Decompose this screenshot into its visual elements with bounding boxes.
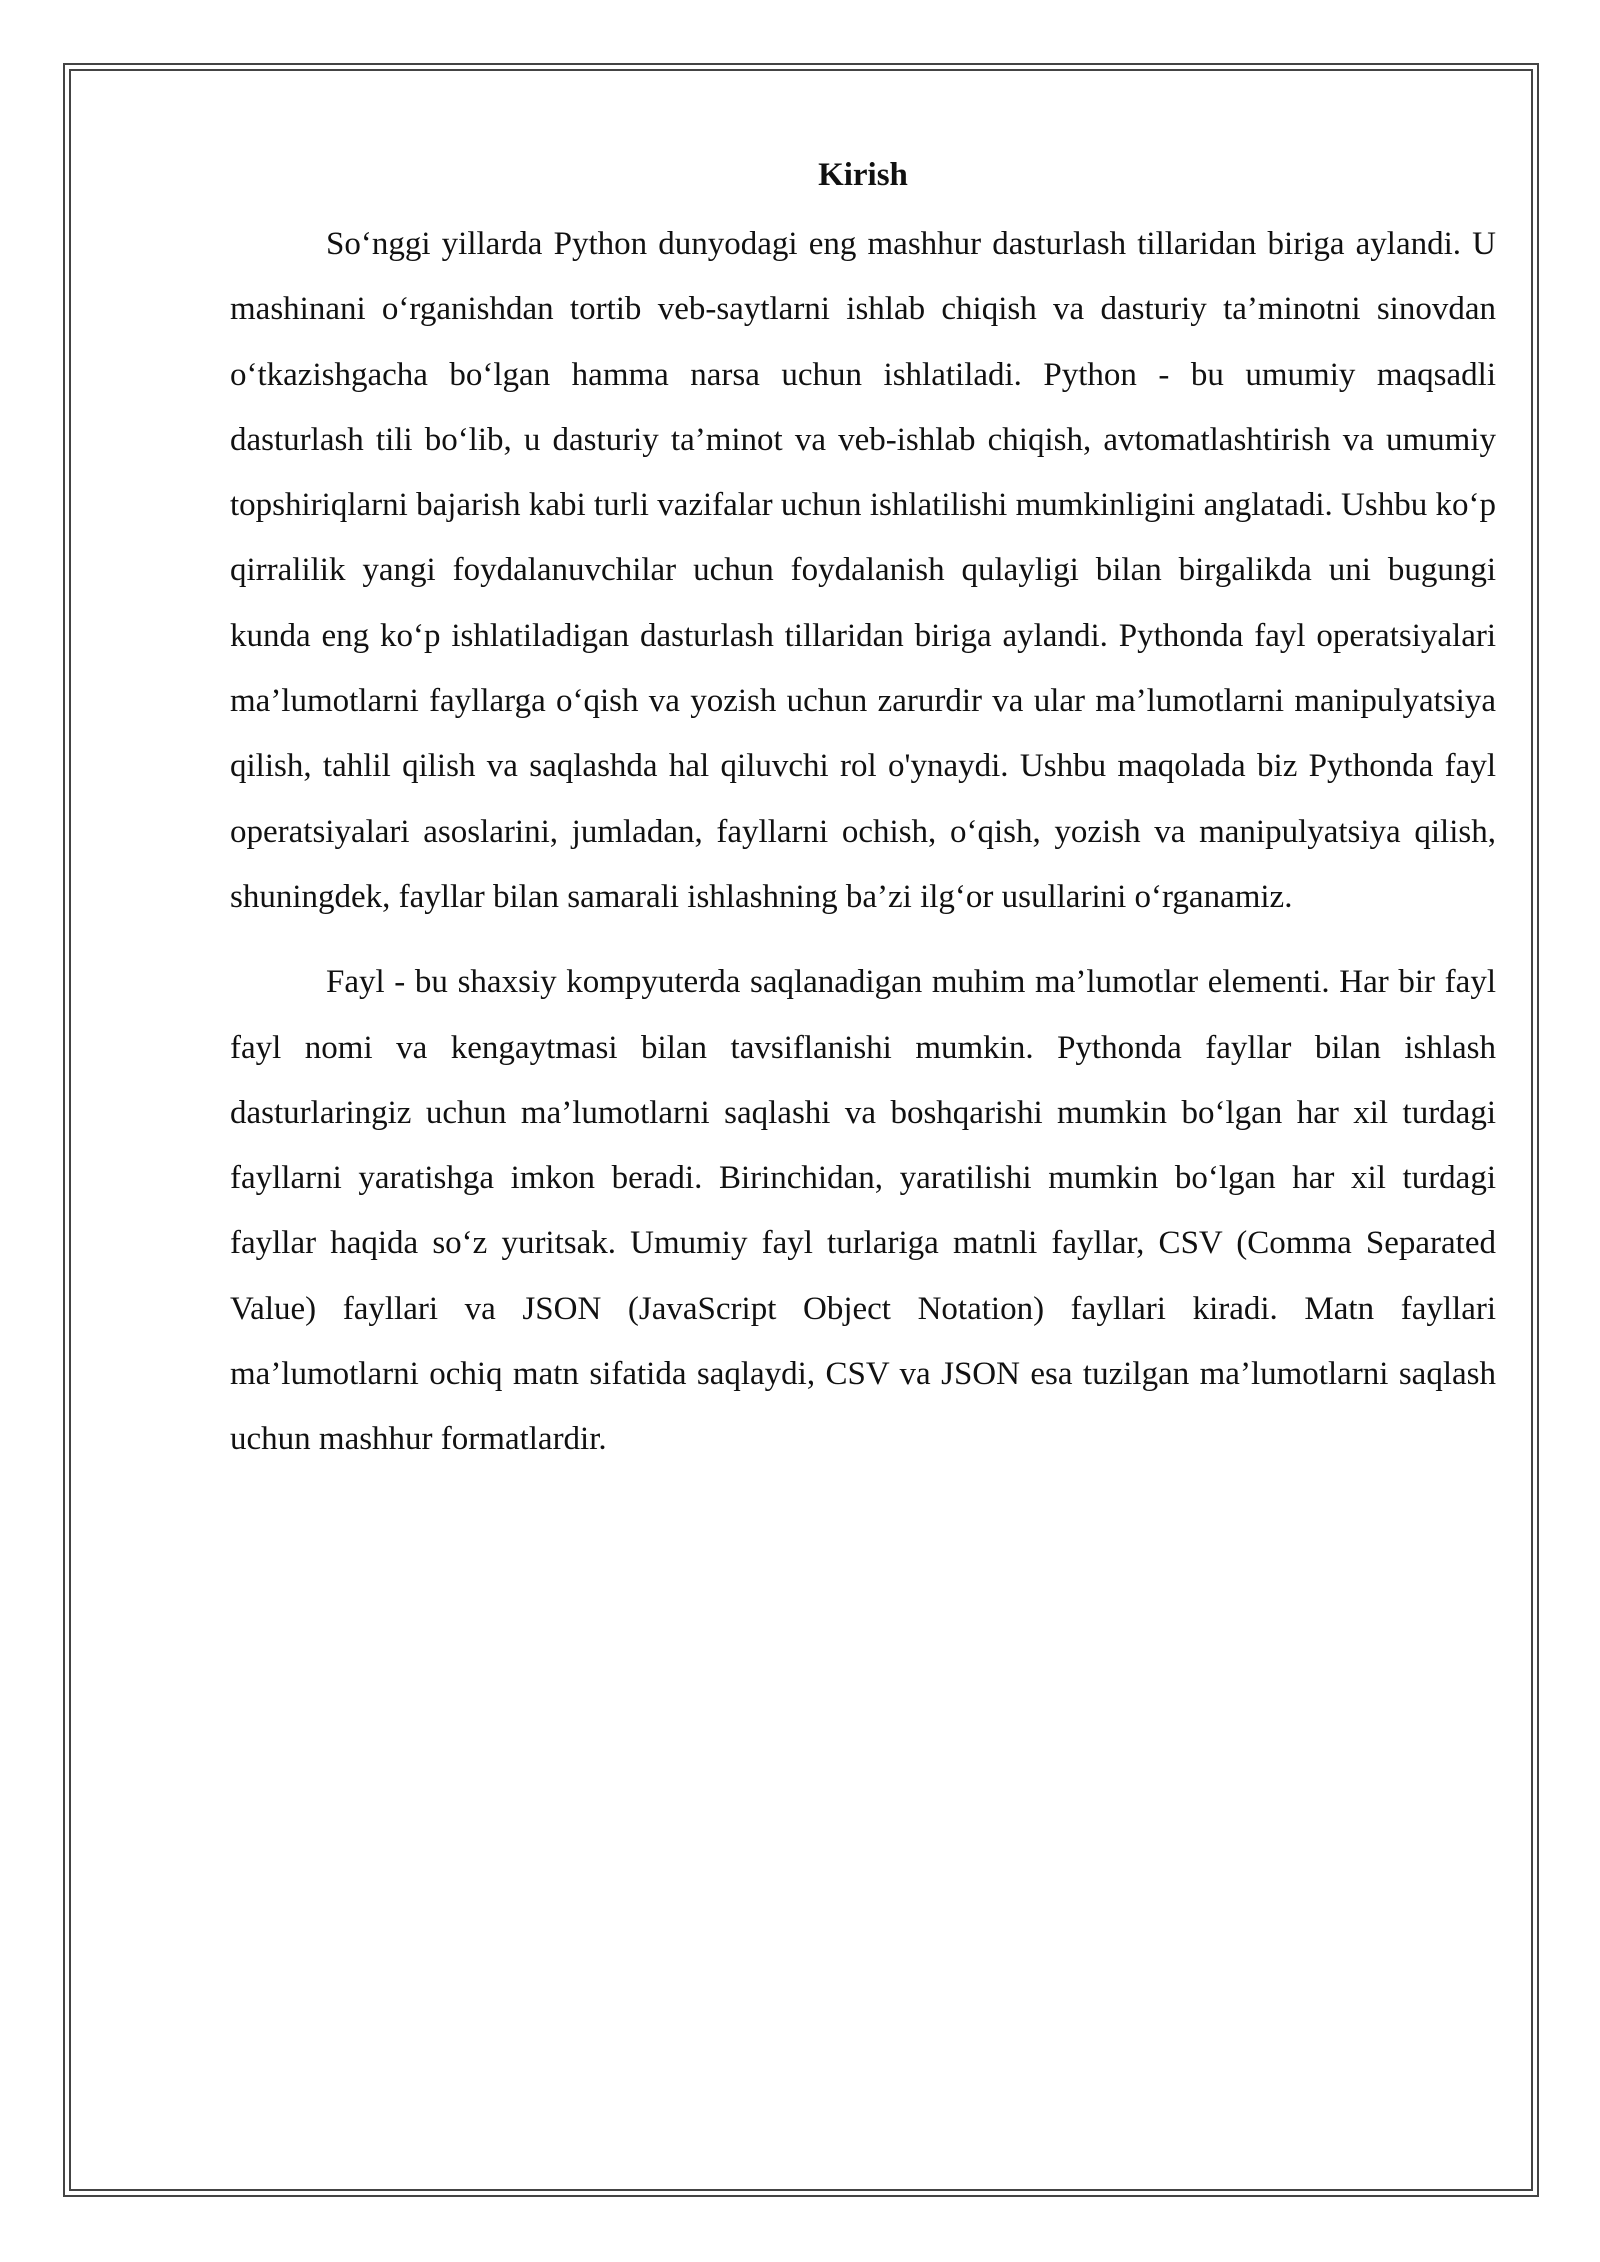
page-title: Kirish bbox=[818, 157, 908, 193]
document-body bbox=[230, 148, 1496, 1493]
paragraph-2: Fayl - bu shaxsiy kompyuterda saqlanadigan muhim ma’lumotlar elementi. Har bir fayl fayl nomi va kengaytmasi bilan tavsiflanishi mumkin. Pythonda fayllar bilan ishlash dasturlaringiz uchun ma’lumotlarni saqlashi va boshqarishi mumkin bo‘lgan har xil turdagi fayllarni yaratishga imkon beradi. Birinchidan, yaratilishi mumkin bo‘lgan har xil turdagi fayllar haqida so‘z yuritsak. Umumiy fayl turlariga matnli fayllar, CSV (Comma Separated Value) fayllari va JSON (JavaScript Object Notation) fayllari kiradi. Matn fayllari ma’lumotlarni ochiq matn sifatida saqlaydi, CSV va JSON esa tuzilgan ma’lumotlarni saqlash uchun mashhur formatlardir. bbox=[230, 964, 1496, 1458]
paragraph-1: So‘nggi yillarda Python dunyodagi eng mashhur dasturlash tillaridan biriga aylandi. U mashinani o‘rganishdan tortib veb-saytlarni ishlab chiqish va dasturiy ta’minotni sinovdan o‘tkazishgacha bo‘lgan hamma narsa uchun ishlatiladi. Python - bu umumiy maqsadli dasturlash tili bo‘lib, u dasturiy ta’minot va veb-ishlab chiqish, avtomatlashtirish va umumiy topshiriqlarni bajarish kabi turli vazifalar uchun ishlatilishi mumkinligini anglatadi. Ushbu ko‘p qirralilik yangi foydalanuvchilar uchun foydalanish qulayligi bilan birgalikda uni bugungi kunda eng ko‘p ishlatiladigan dasturlash tillaridan biriga aylandi. Pythonda fayl operatsiyalari ma’lumotlarni fayllarga o‘qish va yozish uchun zarurdir va ular ma’lumotlarni manipulyatsiya qilish, tahlil qilish va saqlashda hal qiluvchi rol o'ynaydi. Ushbu maqolada biz Pythonda fayl operatsiyalari asoslarini, jumladan, fayllarni ochish, o‘qish, yozish va manipulyatsiya qilish, shuningdek, fayllar bilan samarali ishlashning ba’zi ilg‘or usullarini o‘rganamiz. bbox=[230, 226, 1496, 915]
